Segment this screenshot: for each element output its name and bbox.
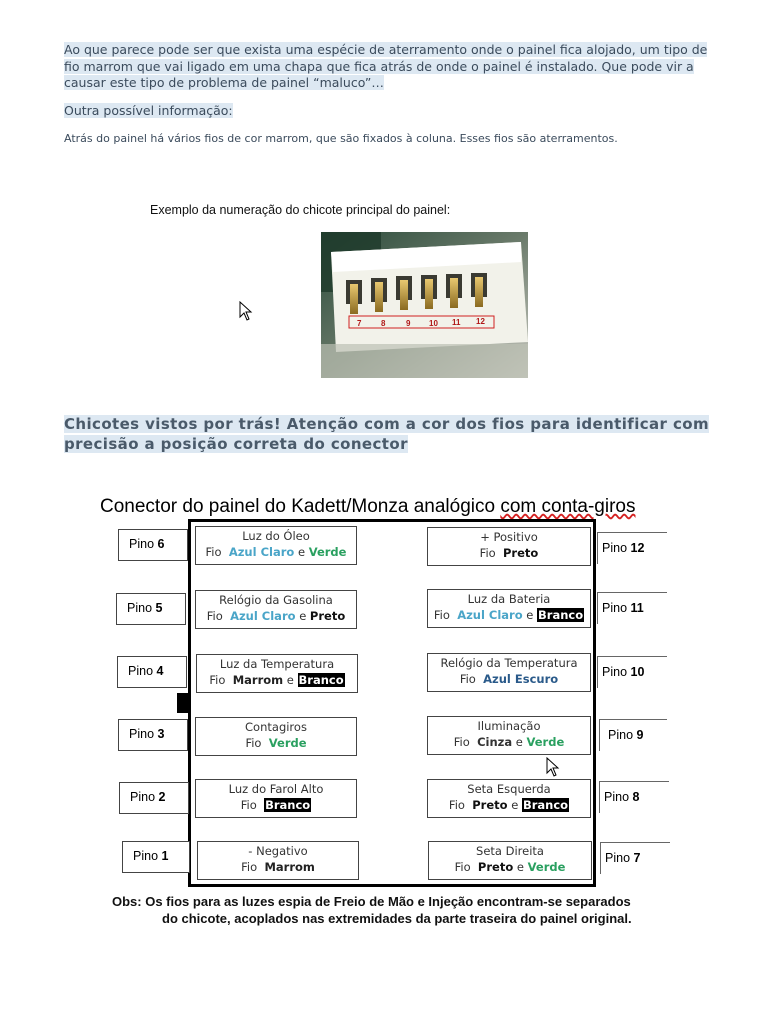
connector-frame [188,519,596,887]
photo-caption: Exemplo da numeração do chicote principal do painel: [150,203,451,217]
conj: e [286,673,294,687]
conj: e [299,609,307,623]
fio-label: Fio [448,798,465,812]
function-box-tachometer [195,717,357,756]
pin-word: Pino [608,728,634,742]
pin-label-11 [597,592,667,624]
fio-label: Fio [209,673,226,687]
wire-color-1: Azul Claro [230,609,296,623]
function-box-temp-light [196,654,358,693]
function-box-left-turn [427,779,591,818]
pin-number-label: 9 [406,319,411,328]
diagram-title-start: Conector do painel do Kadett/Monza analógico [100,496,501,517]
pin-word: Pino [604,790,630,804]
pin-label-1 [122,841,190,873]
pin-number-label: 12 [476,317,485,326]
wire-color-2: Verde [308,545,347,559]
pin-label-4 [117,656,187,688]
function-name: + Positivo [480,530,538,544]
function-box-battery-light [427,589,591,628]
conj: e [515,735,523,749]
function-name: Seta Direita [476,844,544,858]
pin-number: 1 [161,849,169,863]
fio-label: Fio [241,860,258,874]
pin-word: Pino [133,849,159,863]
function-name: Seta Esquerda [467,782,551,796]
fio-label: Fio [459,672,476,686]
pin-number-label: 10 [429,319,438,328]
fio-label: Fio [433,608,450,622]
observation-line-1: Obs: Os fios para as luzes espia de Freio de Mão e Injeção encontram-se separados [112,894,631,909]
wire-color-1: Preto [472,798,508,812]
wire-color-1: Marrom [232,673,284,687]
pin-number-label: 8 [381,319,386,328]
pin-number: 10 [630,665,645,679]
wire-color-2: Preto [309,609,346,623]
function-name: Contagiros [245,720,307,734]
diagram-title-end: com conta-giros [500,496,636,517]
pin-label-10 [597,656,667,688]
wire-color-2: Verde [527,860,566,874]
pin-number-label: 7 [357,319,362,328]
function-name: - Negativo [248,844,308,858]
wire-color-1: Azul Claro [228,545,295,559]
pin-word: Pino [129,537,155,551]
pin-number: 11 [630,601,644,615]
observation-note [112,893,712,927]
pin-number: 5 [155,601,163,615]
section-heading-text: Chicotes vistos por trás! Atenção com a cor dos fios para identificar com precisão a posição correta do conector [64,415,710,453]
pin-word: Pino [602,541,628,555]
ground-wires-paragraph: Atrás do painel há vários fios de cor marrom, que são fixados à coluna. Esses fios são aterramentos. [64,132,618,145]
fio-label: Fio [245,736,262,750]
info-label [64,103,233,118]
connector-tab [177,693,189,713]
pin-word: Pino [127,601,153,615]
pin-word: Pino [129,727,155,741]
pin-label-9 [599,719,667,751]
fio-label: Fio [479,546,496,560]
mouse-pointer-icon [239,301,253,321]
pin-word: Pino [602,601,628,615]
pin-label-6 [118,529,188,561]
fio-label: Fio [240,798,257,812]
wire-color-1: Preto [503,546,539,560]
pin-number-label: 11 [452,318,461,327]
function-name: Relógio da Temperatura [440,656,578,670]
function-box-oil-light [195,526,357,565]
fio-label: Fio [454,860,471,874]
wire-color-1: Branco [265,798,311,812]
function-box-negative [197,841,359,880]
pin-number: 4 [156,664,164,678]
pin-label-8 [599,781,669,813]
pin-number: 3 [157,727,165,741]
function-name: Relógio da Gasolina [219,593,333,607]
wire-color-1: Cinza [477,735,513,749]
function-box-high-beam [195,779,357,818]
pin-number: 2 [158,790,166,804]
function-box-illumination [427,716,591,755]
fio-label: Fio [206,609,223,623]
wire-color-1: Preto [477,860,514,874]
pin-number: 9 [636,728,644,742]
function-name: Luz do Farol Alto [228,782,324,796]
conj: e [297,545,306,559]
intro-text: Ao que parece pode ser que exista uma espécie de aterramento onde o painel fica alojado, um tipo de fio marrom que vai ligado em uma chapa que fica atrás de onde o painel é instalado. Que pode vir a causar este tipo de problema de painel “maluco”… [64,42,708,90]
diagram-title [100,496,636,518]
wire-color-1: Azul Escuro [483,672,559,686]
connector-photo [321,232,528,378]
function-box-right-turn [428,841,592,880]
function-box-temp-gauge [427,653,591,692]
function-box-fuel-gauge [195,590,357,629]
pin-number: 12 [630,541,645,555]
wire-color-1: Marrom [264,860,315,874]
function-name: Luz da Bateria [467,592,551,606]
pin-word: Pino [602,665,628,679]
pin-label-12 [597,532,667,564]
pin-word: Pino [130,790,156,804]
pin-word: Pino [605,851,631,865]
mouse-pointer-icon [546,757,560,777]
intro-paragraph [64,42,714,92]
wire-color-2: Verde [526,735,565,749]
pin-number: 8 [632,790,640,804]
wire-color-2: Branco [538,608,584,622]
pin-word: Pino [128,664,154,678]
pin-label-3 [118,719,188,751]
wire-color-2: Branco [298,673,344,687]
function-name: Iluminação [477,719,541,733]
fio-label: Fio [453,735,470,749]
pin-label-5 [116,593,186,625]
conj: e [511,798,519,812]
wire-color-1: Azul Claro [457,608,523,622]
observation-line-2: do chicote, acoplados nas extremidades da parte traseira do painel original. [162,911,632,926]
wire-color-2: Branco [522,798,569,812]
conj: e [516,860,524,874]
fio-label: Fio [205,545,222,559]
pin-number: 7 [633,851,641,865]
function-name: Luz da Temperatura [219,657,335,671]
function-box-positive [427,527,591,566]
pin-label-7 [600,842,670,874]
conj: e [526,608,534,622]
wire-color-1: Verde [268,736,307,750]
pin-number: 6 [157,537,165,551]
pin-label-2 [119,782,189,814]
section-heading [64,414,724,454]
function-name: Luz do Óleo [242,529,310,543]
info-label-text: Outra possível informação: [64,103,233,118]
